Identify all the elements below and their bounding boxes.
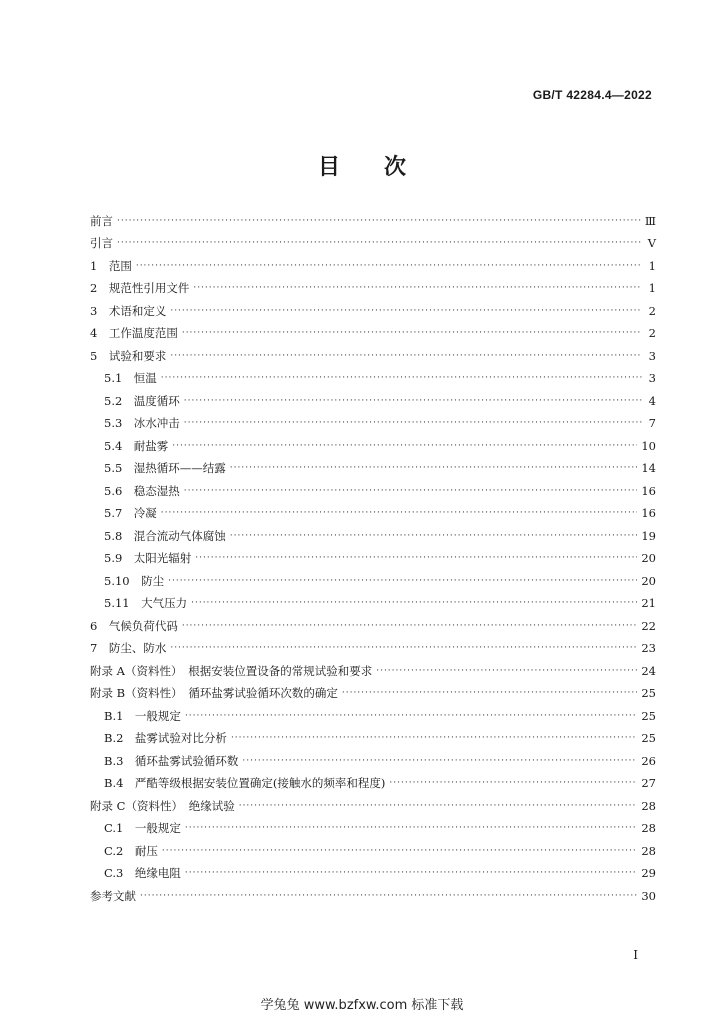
toc-entry-page: 25 — [641, 708, 656, 723]
toc-entry[interactable] — [90, 385, 656, 408]
toc-entry-label: 附录 C（资料性） 绝缘试验 — [90, 798, 235, 813]
toc-entry-label: 5.10 防尘 — [104, 573, 165, 588]
toc-leader-dots — [182, 619, 638, 633]
toc-leader-dots — [185, 866, 637, 880]
toc-entry-page: 16 — [641, 506, 656, 520]
toc-entry[interactable] — [90, 520, 656, 543]
toc-entry-label: 1 范围 — [90, 258, 132, 273]
toc-leader-dots — [117, 236, 642, 250]
toc-entry-page: 3 — [648, 371, 656, 385]
toc-entry-page: 27 — [641, 776, 656, 790]
toc-leader-dots — [376, 664, 637, 678]
toc-leader-dots — [193, 281, 642, 295]
toc-leader-dots — [136, 259, 642, 273]
toc-leader-dots — [168, 574, 637, 588]
toc-leader-dots — [230, 529, 638, 543]
toc-entry-page: 1 — [648, 281, 656, 295]
toc-entry-page: 26 — [641, 753, 656, 768]
toc-leader-dots — [161, 506, 638, 520]
toc-entry-label: 5.2 温度循环 — [104, 393, 180, 408]
toc-entry[interactable] — [90, 610, 656, 633]
toc-entry-page: 28 — [641, 821, 656, 835]
toc-entry-page: Ⅲ — [644, 213, 656, 228]
toc-entry[interactable] — [90, 363, 656, 386]
toc-entry-page: 28 — [641, 798, 656, 813]
toc-leader-dots — [161, 371, 642, 385]
toc-entry-page: 19 — [641, 528, 656, 543]
toc-entry-label: 参考文献 — [90, 888, 136, 903]
toc-entry-page: 21 — [641, 596, 656, 610]
toc-leader-dots — [185, 821, 637, 835]
standard-code: GB/T 42284.4—2022 — [532, 88, 652, 102]
toc-entry[interactable] — [90, 813, 656, 836]
toc-entry-label: 5.5 湿热循环——结露 — [104, 461, 226, 475]
toc-entry[interactable] — [90, 498, 656, 521]
toc-leader-dots — [242, 754, 637, 768]
toc-leader-dots — [184, 394, 642, 408]
toc-entry-page: 10 — [641, 438, 656, 453]
toc-entry[interactable] — [90, 430, 656, 453]
toc-entry[interactable] — [90, 250, 656, 273]
toc-leader-dots — [230, 461, 638, 475]
toc-entry[interactable] — [90, 408, 656, 431]
toc-entry[interactable] — [90, 700, 656, 723]
toc-entry[interactable] — [90, 205, 656, 228]
toc-entry-page: Ⅴ — [647, 236, 656, 250]
toc-entry-page: 1 — [648, 258, 656, 273]
toc-leader-dots — [342, 686, 638, 700]
toc-entry-label: 5.9 太阳光辐射 — [104, 551, 192, 565]
toc-leader-dots — [239, 799, 638, 813]
toc-entry[interactable] — [90, 858, 656, 881]
toc-entry-page: 2 — [648, 326, 656, 340]
toc-entry[interactable] — [90, 340, 656, 363]
toc-leader-dots — [170, 349, 642, 363]
toc-entry-page: 22 — [641, 618, 656, 633]
toc-entry-page: 7 — [648, 416, 656, 430]
toc-entry[interactable] — [90, 835, 656, 858]
toc-entry[interactable] — [90, 453, 656, 476]
toc-entry-label: C.1 一般规定 — [104, 821, 181, 835]
toc-entry-page: 30 — [641, 888, 656, 903]
toc-leader-dots — [191, 596, 637, 610]
toc-entry-page: 14 — [641, 461, 656, 475]
toc-leader-dots — [389, 776, 637, 790]
toc-entry-page: 2 — [648, 303, 656, 318]
toc-leader-dots — [172, 439, 637, 453]
toc-leader-dots — [231, 731, 637, 745]
toc-leader-dots — [184, 416, 642, 430]
toc-entry[interactable] — [90, 295, 656, 318]
toc-entry-label: 2 规范性引用文件 — [90, 281, 190, 295]
toc-entry[interactable] — [90, 228, 656, 251]
toc-entry[interactable] — [90, 543, 656, 566]
toc-entry-label: 5.11 大气压力 — [104, 596, 188, 610]
toc-entry[interactable] — [90, 475, 656, 498]
toc-entry-label: C.2 耐压 — [104, 843, 158, 858]
toc-entry-page: 23 — [641, 641, 656, 655]
toc-entry-label: 5.4 耐盐雾 — [104, 438, 169, 453]
toc-leader-dots — [170, 304, 642, 318]
page-title: 目 次 — [317, 155, 406, 180]
toc-leader-dots — [117, 214, 641, 228]
toc-entry-label: 5 试验和要求 — [90, 348, 167, 363]
toc-entry-label: 前言 — [90, 213, 113, 228]
toc-entry-label: 4 工作温度范围 — [90, 326, 178, 340]
toc-entry-label: B.4 严酷等级根据安装位置确定(接触水的频率和程度) — [104, 776, 386, 790]
toc-entry-page: 24 — [641, 663, 656, 678]
toc-entry-page: 4 — [648, 393, 656, 408]
toc-entry-page: 29 — [641, 866, 656, 880]
toc-entry-label: 7 防尘、防水 — [90, 641, 167, 655]
toc-entry-page: 25 — [641, 686, 656, 700]
toc-entry[interactable] — [90, 768, 656, 791]
toc-entry-label: 3 术语和定义 — [90, 303, 167, 318]
toc-entry[interactable] — [90, 790, 656, 813]
toc-leader-dots — [182, 326, 642, 340]
toc-entry-label: 5.7 冷凝 — [104, 506, 157, 520]
toc-entry-page: 16 — [641, 483, 656, 498]
toc-leader-dots — [184, 484, 638, 498]
toc-entry[interactable] — [90, 723, 656, 746]
toc-entry-label: 5.8 混合流动气体腐蚀 — [104, 528, 226, 543]
toc-leader-dots — [185, 709, 637, 723]
toc-entry-label: 5.6 稳态湿热 — [104, 483, 180, 498]
toc-entry-label: B.1 一般规定 — [104, 708, 181, 723]
toc-entry-label: 5.3 冰水冲击 — [104, 416, 180, 430]
toc-entry[interactable] — [90, 588, 656, 611]
watermark-text: 学兔兔 www.bzfxw.com 标准下载 — [260, 998, 464, 1013]
toc-entry[interactable] — [90, 655, 656, 678]
toc-entry-label: B.2 盐雾试验对比分析 — [104, 731, 227, 745]
toc-entry[interactable] — [90, 633, 656, 656]
toc-entry-page: 20 — [641, 573, 656, 588]
toc-entry-label: 附录 A（资料性） 根据安装位置设备的常规试验和要求 — [90, 663, 373, 678]
toc-entry[interactable] — [90, 880, 656, 903]
toc-leader-dots — [170, 641, 637, 655]
table-of-contents — [90, 205, 656, 903]
toc-entry-page: 20 — [641, 551, 656, 565]
toc-entry-label: C.3 绝缘电阻 — [104, 866, 181, 880]
toc-entry[interactable] — [90, 745, 656, 768]
toc-entry-label: 附录 B（资料性） 循环盐雾试验循环次数的确定 — [90, 686, 338, 700]
toc-entry-page: 3 — [648, 348, 656, 363]
toc-entry[interactable] — [90, 565, 656, 588]
page-number: I — [633, 948, 638, 962]
toc-entry[interactable] — [90, 273, 656, 296]
toc-entry-label: B.3 循环盐雾试验循环数 — [104, 753, 239, 768]
toc-leader-dots — [140, 889, 637, 903]
toc-entry-label: 引言 — [90, 236, 113, 250]
toc-entry-label: 5.1 恒温 — [104, 371, 157, 385]
toc-leader-dots — [195, 551, 637, 565]
toc-entry[interactable] — [90, 678, 656, 701]
toc-entry-label: 6 气候负荷代码 — [90, 618, 178, 633]
toc-entry[interactable] — [90, 318, 656, 341]
toc-entry-page: 28 — [641, 843, 656, 858]
toc-leader-dots — [162, 844, 637, 858]
toc-entry-page: 25 — [641, 731, 656, 745]
